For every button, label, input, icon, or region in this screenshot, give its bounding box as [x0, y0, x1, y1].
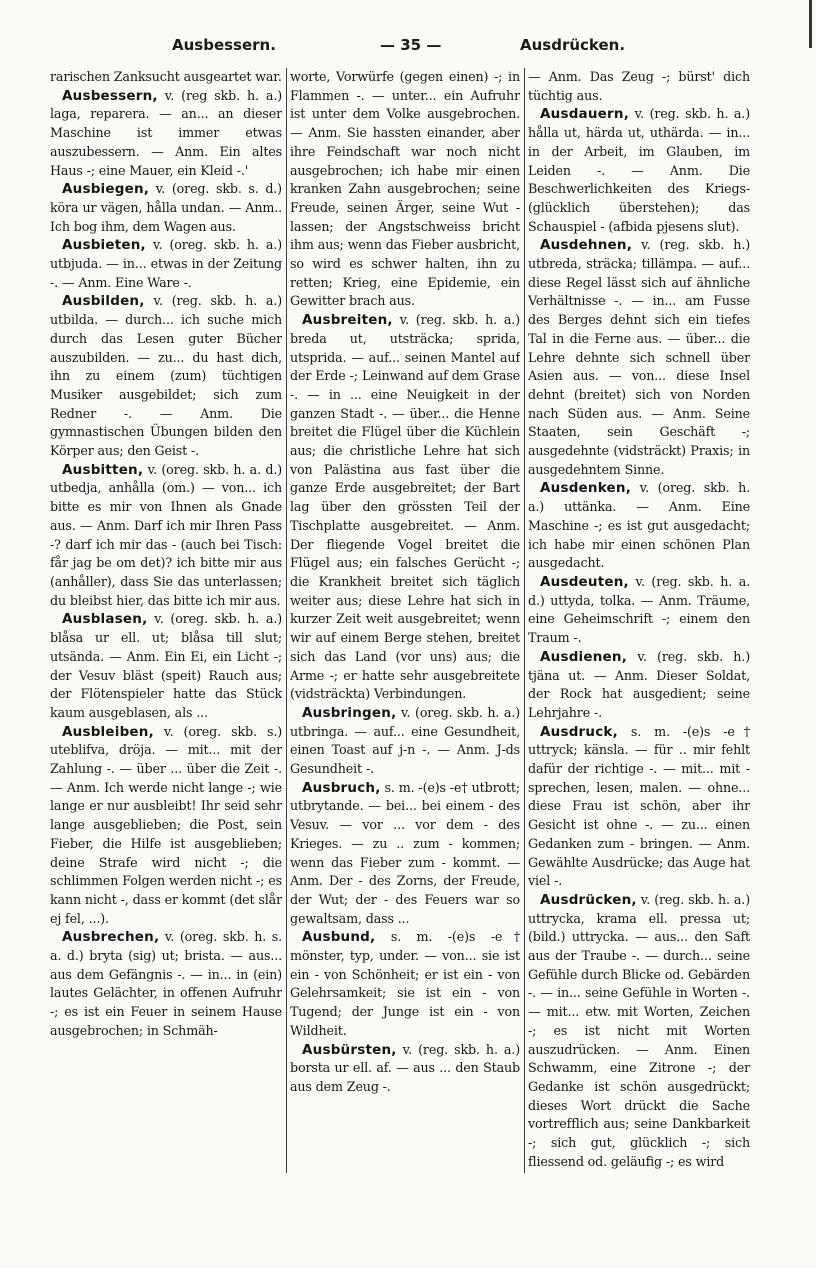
entry-text: worte, Vorwürfe (gegen einen) -; in Flammen -. — unter... ein Aufruhr ist unter dem Volke ausgebrochen. — Anm. Sie hassten einander, aber ihre Feindschaft war noch nicht ausgebrochen; ich habe mir einen kranken Zahn ausgebrochen; seine Freude, seinen Ärger, seine Wut - lassen; der Angstschweiss bricht ihm aus; wenn das Fieber ausbricht, so wird es schwer halten, ihn zu retten; Krieg, eine Epidemie, ein Gewitter brach aus. — [290, 69, 520, 309]
dictionary-entry — [528, 891, 750, 1172]
entry-headword: Ausbürsten, — [302, 1041, 397, 1058]
entry-continuation — [528, 68, 750, 105]
column-rule — [524, 68, 525, 1173]
entry-text: v. (reg. skb. h. a.) breda ut, utsträcka; sprida, utsprida. — auf... seinen Mantel auf der Erde -; Leinwand auf dem Grase -. — in ... eine Neuigkeit in der ganzen Stadt -. — über... die Henne breitet die Flügel über die Küchlein aus; die christliche Lehre hat sich von Palästina aus fast über die ganze Erde ausgebreitet; der Bart lag über den grössten Teil der Tischplatte ausgebreitet. — Anm. Der fliegende Vogel breitet die Flügel aus; ein falsches Gerücht -; die Krankheit breitet sich täglich weiter aus; diese Lehre hat sich in kurzer Zeit weit ausgebreitet; wenn wir auf einem Berge stehen, breitet sich das Land (vor uns) aus; die Arme -; er hatte sehr ausgebreitete (vidsträckta) Verbindungen. — [290, 312, 520, 702]
dictionary-entry — [528, 479, 750, 573]
entry-text: v. (reg. skb. h.) tjäna ut. — Anm. Dieser Soldat, der Rock hat ausgedient; seine Lehrjahre -. — [528, 648, 750, 720]
entry-text: v. (reg. skb. h. a.) utbilda. — durch... ich suche mich durch das Lesen guter Bücher auszubilden. — zu... du hast dich, ihn zu einem (zum) tüchtigen Musiker ausgebildet; sich zum Redner -. — Anm. Die gymnastischen Übungen bilden den Körper aus; den Geist -. — [50, 293, 282, 459]
dictionary-entry — [528, 573, 750, 648]
entry-headword: Ausdehnen, — [540, 237, 633, 254]
entry-text: v. (reg. skb. h. a.) borsta ur ell. af. — aus ... den Staub aus dem Zeug -. — [290, 1041, 520, 1094]
page-number: — 35 — — [380, 36, 442, 54]
entry-text: v. (oreg. skb. h. a.) blåsa ur ell. ut; blåsa till slut; utsända. — Anm. Ein Ei, ein Licht -; der Vesuv bläst (speit) Rauch aus; der Flötenspieler hatte das Stück kaum ausgeblasen, als ... — [50, 611, 282, 720]
column-rule — [286, 68, 287, 1173]
dictionary-entry — [50, 236, 282, 292]
entry-headword: Ausbruch, — [302, 779, 381, 796]
entry-headword: Ausbiegen, — [62, 181, 150, 198]
column-3 — [528, 68, 750, 1178]
dictionary-body — [50, 68, 750, 1188]
entry-text: s. m. -(e)s -e† mönster, typ, under. — von... sie ist ein - von Schönheit; er ist ein - von Gelehrsamkeit; sie ist ein - von Tugend; der Junge ist ein - von Wildheit. — [290, 929, 520, 1038]
dictionary-entry — [528, 648, 750, 723]
dictionary-entry — [290, 779, 520, 929]
header-left-guideword: Ausbessern. — [172, 36, 276, 54]
entry-text: v. (reg skb. h. a.) laga, reparera. — an... an dieser Maschine ist immer etwas auszubessern. — Anm. Ein altes Haus -; eine Mauer, ein Kleid -.' — [50, 87, 282, 178]
entry-headword: Ausdenken, — [540, 480, 632, 497]
entry-text: v. (oreg. skb. s.) uteblifva, dröja. — mit... mit der Zahlung -. — über ... über die Zeit -. — Anm. Ich werde nicht lange -; wie lange er nur ausbleibt! Ihr seid sehr lange ausgeblieben; die Post, sein Fieber, die Hilfe ist ausgeblieben; deine Strafe wird nicht -; die schlimmen Folgen werden nicht -; es kann nicht -, dass er kommt (det slår ej fel, ...). — [50, 723, 282, 926]
dictionary-entry — [50, 723, 282, 929]
dictionary-entry — [50, 292, 282, 460]
entry-headword: Ausbitten, — [62, 461, 144, 478]
dictionary-entry — [50, 928, 282, 1040]
dictionary-entry — [290, 704, 520, 779]
dictionary-entry — [290, 928, 520, 1040]
entry-headword: Ausdruck, — [540, 723, 618, 740]
dictionary-entry — [528, 105, 750, 236]
entry-text: s. m. -(e)s -e† uttryck; känsla. — für .. mir fehlt dafür der richtige -. — mit... mit - sprechen, lesen, malen. — ohne... diese Frau ist schön, aber ihr Gesicht ist ohne -. — zu... einen Gedanken zum - bringen. — Anm. Gewählte Ausdrücke; das Auge hat viel -. — [528, 723, 750, 889]
entry-text: v. (oreg. skb. h. a.) utbjuda. — in... etwas in der Zeitung -. — Anm. Eine Ware -. — [50, 237, 282, 290]
entry-headword: Ausbund, — [302, 929, 376, 946]
entry-headword: Ausbringen, — [302, 704, 397, 721]
running-header — [0, 32, 816, 60]
dictionary-entry — [290, 311, 520, 704]
entry-headword: Ausbrechen, — [62, 929, 160, 946]
entry-text: s. m. -(e)s -e† utbrott; utbrytande. — bei... bei einem - des Vesuv. — vor ... vor dem - des Krieges. — zu .. zum - kommen; wenn das Fieber zum - kommt. — Anm. Der - des Zorns, der Freude, der Wut; der - des Feuers war so gewaltsam, dass ... — [290, 779, 520, 926]
entry-text: v. (oreg. skb. h. a.) uttänka. — Anm. Eine Maschine -; es ist gut ausgedacht; ich habe mir einen schönen Plan ausgedacht. — [528, 480, 750, 571]
dictionary-entry — [290, 1041, 520, 1097]
column-1 — [50, 68, 282, 1178]
header-right-guideword: Ausdrücken. — [520, 36, 626, 54]
entry-text: v. (reg. skb. h. a.) hålla ut, härda ut, uthärda. — in... in der Arbeit, im Glauben, im Leiden -. — Anm. Die Beschwerlichkeiten des Kriegs- (glücklich überstehen); das Schauspiel - (afbida pjesens slut). — [528, 106, 750, 234]
entry-text: — Anm. Das Zeug -; bürst' dich tüchtig aus. — [528, 69, 750, 103]
entry-headword: Ausdauern, — [540, 106, 630, 123]
dictionary-entry — [528, 723, 750, 891]
entry-headword: Ausdrücken, — [540, 891, 637, 908]
entry-text: v. (oreg. skb. h. a. d.) utbedja, anhålla (om.) — von... ich bitte es mir von Ihnen als Gnade aus. — Anm. Darf ich mir Ihren Pass -? darf ich mir das - (auch bei Tisch: får jag be om det)? ich bitte mir aus (anhåller), dass Sie das unterlassen; du bleibst hier, das bitte ich mir aus. — [50, 461, 282, 608]
dictionary-entry — [50, 87, 282, 181]
entry-text: v. (reg. skb. h.) utbreda, sträcka; tillämpa. — auf... diese Regel lässt sich auf ähnliche Verhältnisse -. — in... am Fusse des Berges dehnt sich ein tiefes Tal in die Ferne aus. — über... die Lehre dehnte sich schnell über Asien aus. — von... diese Insel dehnt (breitet) sich von Norden nach Süden aus. — Anm. Seine Staaten, sein Geschäft -; ausgedehnte (vidsträckt) Praxis; in ausgedehntem Sinne. — [528, 237, 750, 477]
entry-headword: Ausbieten, — [62, 237, 146, 254]
entry-continuation — [50, 68, 282, 87]
entry-headword: Ausdienen, — [540, 648, 628, 665]
entry-text: v. (reg. skb. h. a.) uttrycka, krama ell. pressa ut; (bild.) uttrycka. — aus... den Saft aus der Traube -. — durch... seine Gefühle durch Blicke od. Gebärden -. — in... seine Gefühle in Worten -. — mit... etw. mit Worten, Zeichen -; es ist nicht mit Worten auszudrücken. — Anm. Einen Schwamm, eine Zitrone -; der Gedanke ist schön ausgedrückt; dieses Wort drückt die Sache vortrefflich aus; seine Dankbarkeit -; sich gut, glücklich -; sich fliessend od. geläufig -; es wird — [528, 891, 750, 1169]
dictionary-entry — [50, 610, 282, 722]
entry-text: v. (reg. skb. h. a. d.) uttyda, tolka. — Anm. Träume, eine Geheimschrift -; einem den Traum -. — [528, 573, 750, 646]
entry-headword: Ausbreiten, — [302, 312, 393, 329]
entry-headword: Ausbessern, — [62, 87, 158, 104]
entry-headword: Ausblasen, — [62, 611, 148, 628]
entry-text: v. (oreg. skb. s. d.) köra ur vägen, hålla undan. — Anm.. Ich bog ihm, dem Wagen aus. — [50, 181, 282, 234]
entry-text: rarischen Zanksucht ausgeartet war. — [50, 69, 282, 84]
dictionary-entry — [50, 180, 282, 236]
entry-headword: Ausdeuten, — [540, 573, 629, 590]
entry-text: v. (oreg. skb. h. a.) utbringa. — auf... eine Gesundheit, einen Toast auf j-n -. — Anm. J-ds Gesundheit -. — [290, 704, 520, 777]
entry-headword: Ausbilden, — [62, 293, 145, 310]
dictionary-entry — [528, 236, 750, 479]
entry-text: v. (oreg. skb. h. s. a. d.) bryta (sig) ut; brista. — aus... aus dem Gefängnis -. — in... in (ein) lautes Gelächter, in offenen Aufruhr -; es ist ein Feuer in seinem Hause ausgebrochen; in Schmäh- — [50, 929, 282, 1038]
column-2 — [290, 68, 520, 1178]
entry-headword: Ausbleiben, — [62, 723, 154, 740]
entry-continuation — [290, 68, 520, 311]
dictionary-entry — [50, 461, 282, 611]
